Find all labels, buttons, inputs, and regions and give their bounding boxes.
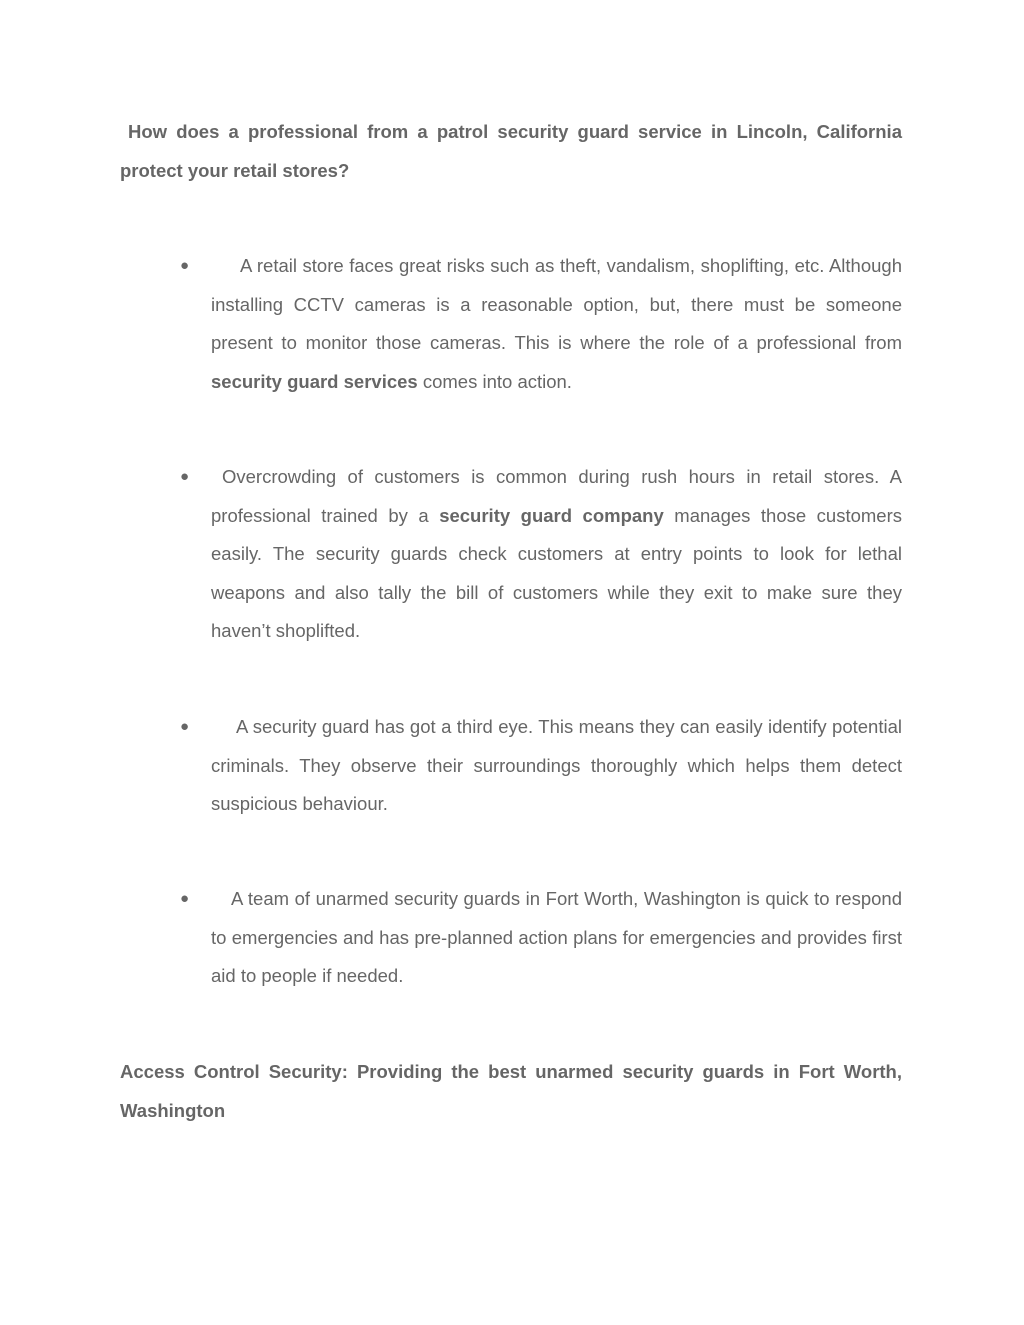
list-item (180, 247, 902, 401)
section-heading-retail-protection: How does a professional from a patrol security guard service in Lincoln, California protect your retail stores? (120, 121, 902, 181)
list-item-text-end: manages those customers easily. The security guards check customers at entry points to look for lethal weapons and also tally the bill of customers while they exit to make sure they haven’t shoplifted. (211, 504, 902, 641)
list-item-text-start: Overcrowding of customers is common during rush hours in retail stores. A professional trained by a (211, 466, 902, 526)
list-item-text: A security guard has got a third eye. This means they can easily identify potential criminals. They observe their surroundings thoroughly which helps them detect suspicious behaviour. (211, 716, 902, 814)
list-item (180, 708, 902, 824)
list-item (180, 458, 902, 651)
section-heading-access-control: Access Control Security: Providing the best unarmed security guards in Fort Worth, Washington (120, 1061, 902, 1121)
bold-phrase-security-guard-company: security guard company (439, 504, 664, 526)
bold-phrase-security-guard-services: security guard services (211, 370, 418, 392)
list-item-text-end: comes into action. (417, 370, 572, 392)
bullet-icon: ● (180, 468, 190, 485)
list-item-text-start: A retail store faces great risks such as theft, vandalism, shoplifting, etc. Although installing CCTV cameras is a reasonable option, but, there must be someone present to monitor those cameras. This is where the role of a professional from (211, 255, 902, 353)
list-item-text: A team of unarmed security guards in Fort Worth, Washington is quick to respond to emergencies and has pre-planned action plans for emergencies and provides first aid to people if needed. (211, 888, 902, 986)
list-item-text (211, 247, 902, 401)
list-item (180, 880, 902, 996)
list-item-text (211, 458, 902, 651)
bullet-icon: ● (180, 718, 190, 735)
bullet-icon: ● (180, 257, 190, 274)
bullet-icon: ● (180, 890, 190, 907)
